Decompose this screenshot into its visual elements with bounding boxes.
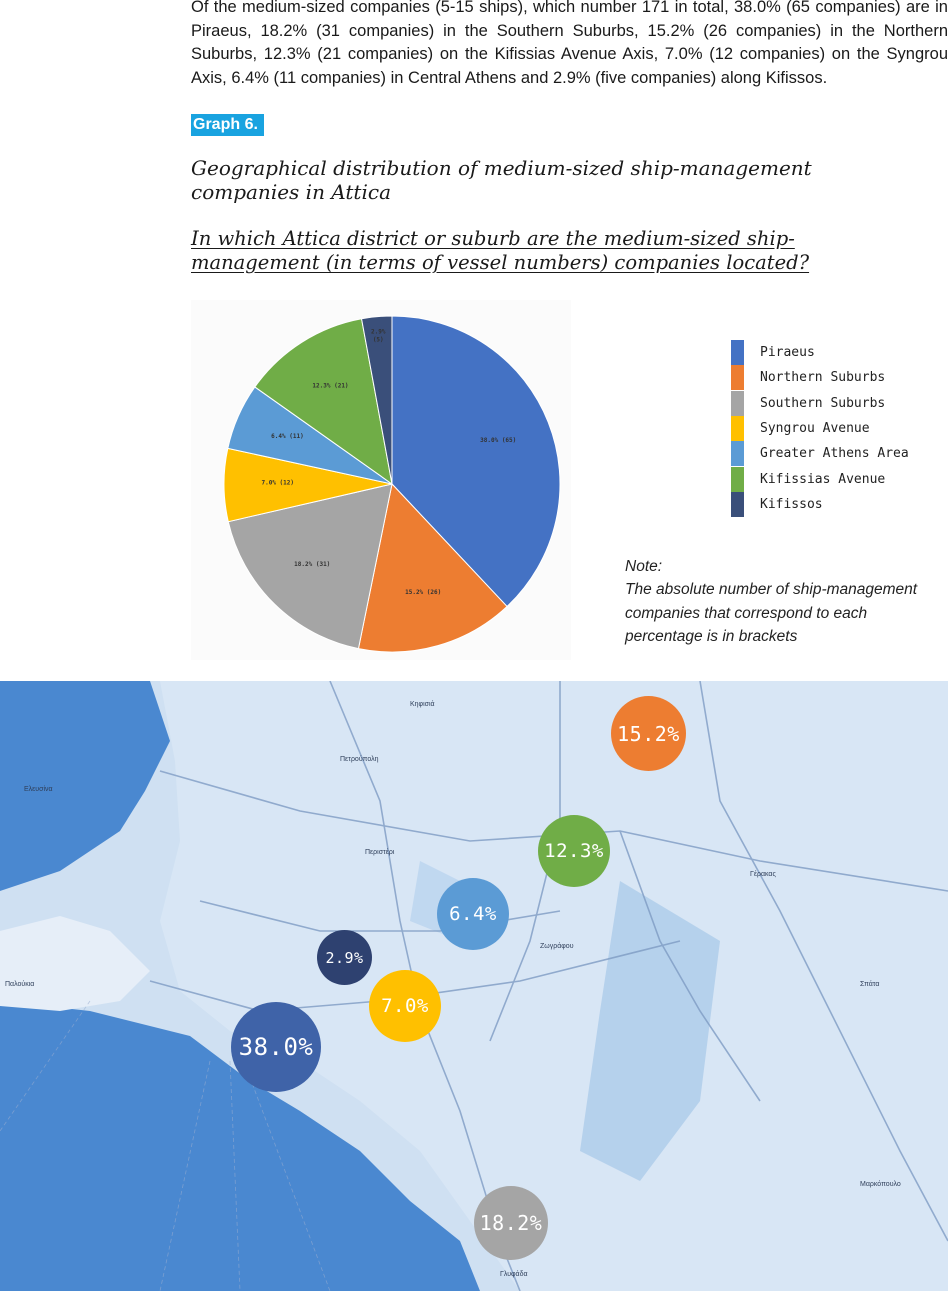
graph-label: Graph 6. xyxy=(191,114,264,136)
legend-swatch xyxy=(731,365,744,390)
intro-paragraph: Of the medium-sized companies (5-15 ships), which number 171 in total, 38.0% (65 companies) are in Piraeus, 18.2% (31 companies) in the Southern Suburbs, 15.2% (26 companies) in the Northern Suburbs, 12.3% (21 companies) on the Kifissias Avenue Axis, 7.0% (12 companies) on the Syngrou Axis, 6.4% (11 companies) in Central Athens and 2.9% (five companies) along Kifissos. xyxy=(191,0,948,87)
chart-note xyxy=(625,555,945,648)
map-place-label: Ζωγράφου xyxy=(540,943,574,950)
map-bubble-southern-suburbs: 18.2% xyxy=(474,1186,548,1260)
map-place-label: Ελευσίνα xyxy=(24,786,53,793)
legend-label: Syngrou Avenue xyxy=(760,421,870,437)
chart-subtitle: Geographical distribution of medium-sized ship-management companies in Attica xyxy=(191,156,812,204)
pie-slice-label: 38.0% (65) xyxy=(480,436,517,444)
map-place-label: Μαρκόπουλο xyxy=(860,1181,901,1188)
map-bubble-northern-suburbs: 15.2% xyxy=(611,696,686,771)
chart-legend xyxy=(731,340,909,517)
map-bubble-syngrou-avenue: 7.0% xyxy=(369,970,441,1042)
legend-swatch xyxy=(731,416,744,441)
map-place-label: Γέρακας xyxy=(750,871,776,878)
legend-item xyxy=(731,340,909,365)
legend-item xyxy=(731,466,909,491)
pie-slice-label: 12.3% (21) xyxy=(312,382,349,390)
legend-swatch xyxy=(731,441,744,466)
legend-swatch xyxy=(731,340,744,365)
pie-slice-label: 18.2% (31) xyxy=(294,560,331,568)
pie-slice-label: 7.0% (12) xyxy=(261,479,295,487)
pie-slice-label: 2.9% xyxy=(371,328,386,336)
legend-swatch xyxy=(731,391,744,416)
chart-question: In which Attica district or suburb are the medium-sized ship-management (in terms of vessel numbers) companies located? xyxy=(191,227,810,274)
map-bubble-kifissos: 2.9% xyxy=(317,930,372,985)
map-place-label: Παλούκια xyxy=(5,981,35,988)
pie-slice-label: 6.4% (11) xyxy=(271,432,304,440)
note-text: The absolute number of ship-management companies that correspond to each percentage is in brackets xyxy=(625,581,918,645)
map-background xyxy=(0,681,948,1291)
pie-chart xyxy=(191,300,571,660)
legend-label: Greater Athens Area xyxy=(760,446,909,462)
pie-slice-label: 15.2% (26) xyxy=(405,588,442,596)
legend-label: Piraeus xyxy=(760,345,815,361)
map-place-label: Γλυφάδα xyxy=(500,1271,528,1278)
attica-map xyxy=(0,681,948,1291)
map-island xyxy=(0,916,150,1011)
legend-label: Kifissos xyxy=(760,496,823,512)
pie-slice-label-count: (5) xyxy=(372,336,384,344)
map-bubble-kifissias-avenue: 12.3% xyxy=(538,815,610,887)
map-place-label: Σπάτα xyxy=(860,981,880,988)
legend-label: Southern Suburbs xyxy=(760,395,886,411)
legend-item xyxy=(731,391,909,416)
legend-label: Kifissias Avenue xyxy=(760,471,886,487)
legend-item xyxy=(731,416,909,441)
map-bubble-greater-athens-area: 6.4% xyxy=(437,878,509,950)
legend-label: Northern Suburbs xyxy=(760,370,886,386)
map-place-label: Περιστέρι xyxy=(365,849,395,856)
map-place-label: Πετρούπολη xyxy=(340,756,379,763)
legend-item xyxy=(731,365,909,390)
legend-item xyxy=(731,441,909,466)
legend-swatch xyxy=(731,467,744,492)
pie-chart-panel xyxy=(191,300,571,660)
legend-item xyxy=(731,492,909,517)
legend-swatch xyxy=(731,492,744,517)
map-bubble-piraeus: 38.0% xyxy=(231,1002,321,1092)
note-heading: Note: xyxy=(625,558,663,575)
map-place-label: Κηφισιά xyxy=(410,701,435,708)
